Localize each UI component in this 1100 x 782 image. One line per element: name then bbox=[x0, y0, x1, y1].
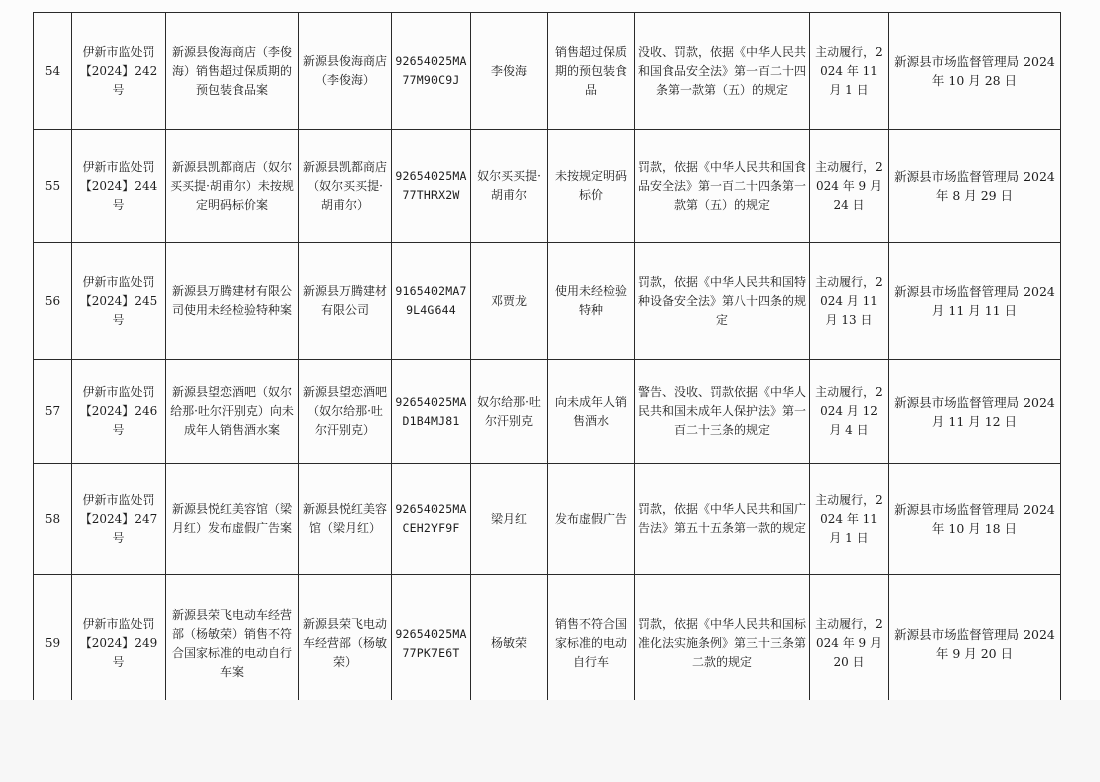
violation-type-cell: 发布虚假广告 bbox=[548, 464, 635, 575]
case-name-cell: 新源县凯都商店（奴尔买买提·胡甫尔）未按规定明码标价案 bbox=[166, 130, 299, 243]
case-name-cell: 新源县俊海商店（李俊海）销售超过保质期的预包装食品案 bbox=[166, 13, 299, 130]
legal-representative-cell: 奴尔买买提·胡甫尔 bbox=[471, 130, 548, 243]
authority-and-date-cell: 新源县市场监督管理局 2024 月 11 月 12 日 bbox=[889, 360, 1061, 464]
legal-representative-cell: 梁月红 bbox=[471, 464, 548, 575]
violation-type-cell: 未按规定明码标价 bbox=[548, 130, 635, 243]
case-number-cell: 伊新市监处罚【2024】242 号 bbox=[72, 13, 166, 130]
authority-and-date-cell: 新源县市场监督管理局 2024 年 10 月 18 日 bbox=[889, 464, 1061, 575]
party-name-cell: 新源县俊海商店（李俊海） bbox=[299, 13, 392, 130]
table-row bbox=[34, 464, 1061, 575]
authority-and-date-cell: 新源县市场监督管理局 2024 年 10 月 28 日 bbox=[889, 13, 1061, 130]
performance-status-cell: 主动履行，2024 年 11 月 1 日 bbox=[810, 464, 889, 575]
penalty-basis-cell: 没收、罚款，依据《中华人民共和国食品安全法》第一百二十四条第一款第（五）的规定 bbox=[635, 13, 810, 130]
credit-code-cell: 92654025MACEH2YF9F bbox=[392, 464, 471, 575]
penalty-basis-cell: 罚款，依据《中华人民共和国广告法》第五十五条第一款的规定 bbox=[635, 464, 810, 575]
party-name-cell: 新源县望恋酒吧（奴尔给那·吐尔汗别克） bbox=[299, 360, 392, 464]
case-name-cell: 新源县悦红美容馆（梁月红）发布虚假广告案 bbox=[166, 464, 299, 575]
performance-status-cell: 主动履行，2024 年 11 月 1 日 bbox=[810, 13, 889, 130]
table-row bbox=[34, 243, 1061, 360]
case-name-cell: 新源县万腾建材有限公司使用未经检验特种案 bbox=[166, 243, 299, 360]
violation-type-cell: 使用未经检验特种 bbox=[548, 243, 635, 360]
legal-representative-cell: 奴尔给那·吐尔汗别克 bbox=[471, 360, 548, 464]
legal-representative-cell: 邓贾龙 bbox=[471, 243, 548, 360]
performance-status-cell: 主动履行，2024 月 11 月 13 日 bbox=[810, 243, 889, 360]
credit-code-cell: 92654025MAD1B4MJ81 bbox=[392, 360, 471, 464]
table-body bbox=[34, 13, 1061, 713]
credit-code-cell: 9165402MA79L4G644 bbox=[392, 243, 471, 360]
performance-status-cell: 主动履行，2024 年 9 月 20 日 bbox=[810, 575, 889, 713]
authority-and-date-cell: 新源县市场监督管理局 2024 年 8 月 29 日 bbox=[889, 130, 1061, 243]
case-number-cell: 伊新市监处罚【2024】245 号 bbox=[72, 243, 166, 360]
penalty-basis-cell: 罚款，依据《中华人民共和国食品安全法》第一百二十四条第一款第（五）的规定 bbox=[635, 130, 810, 243]
table-row bbox=[34, 13, 1061, 130]
performance-status-cell: 主动履行，2024 月 12 月 4 日 bbox=[810, 360, 889, 464]
case-number-cell: 伊新市监处罚【2024】247 号 bbox=[72, 464, 166, 575]
row-number-cell: 58 bbox=[34, 464, 72, 575]
row-number-cell: 57 bbox=[34, 360, 72, 464]
penalty-basis-cell: 罚款，依据《中华人民共和国标准化法实施条例》第三十三条第二款的规定 bbox=[635, 575, 810, 713]
credit-code-cell: 92654025MA77THRX2W bbox=[392, 130, 471, 243]
party-name-cell: 新源县荣飞电动车经营部（杨敏荣） bbox=[299, 575, 392, 713]
violation-type-cell: 销售不符合国家标准的电动自行车 bbox=[548, 575, 635, 713]
party-name-cell: 新源县悦红美容馆（梁月红） bbox=[299, 464, 392, 575]
legal-representative-cell: 李俊海 bbox=[471, 13, 548, 130]
case-name-cell: 新源县望恋酒吧（奴尔给那·吐尔汗别克）向未成年人销售酒水案 bbox=[166, 360, 299, 464]
penalty-records-table bbox=[33, 12, 1061, 713]
authority-and-date-cell: 新源县市场监督管理局 2024 月 11 月 11 日 bbox=[889, 243, 1061, 360]
table-row bbox=[34, 575, 1061, 713]
violation-type-cell: 销售超过保质期的预包装食品 bbox=[548, 13, 635, 130]
performance-status-cell: 主动履行，2024 年 9 月 24 日 bbox=[810, 130, 889, 243]
table-row bbox=[34, 360, 1061, 464]
legal-representative-cell: 杨敏荣 bbox=[471, 575, 548, 713]
row-number-cell: 59 bbox=[34, 575, 72, 713]
case-name-cell: 新源县荣飞电动车经营部（杨敏荣）销售不符合国家标准的电动自行车案 bbox=[166, 575, 299, 713]
credit-code-cell: 92654025MA77PK7E6T bbox=[392, 575, 471, 713]
row-number-cell: 54 bbox=[34, 13, 72, 130]
violation-type-cell: 向未成年人销售酒水 bbox=[548, 360, 635, 464]
case-number-cell: 伊新市监处罚【2024】244 号 bbox=[72, 130, 166, 243]
party-name-cell: 新源县凯都商店（奴尔买买提·胡甫尔） bbox=[299, 130, 392, 243]
page-bottom-margin bbox=[0, 700, 1100, 782]
credit-code-cell: 92654025MA77M90C9J bbox=[392, 13, 471, 130]
case-number-cell: 伊新市监处罚【2024】246 号 bbox=[72, 360, 166, 464]
row-number-cell: 56 bbox=[34, 243, 72, 360]
penalty-basis-cell: 罚款，依据《中华人民共和国特种设备安全法》第八十四条的规定 bbox=[635, 243, 810, 360]
authority-and-date-cell: 新源县市场监督管理局 2024 年 9 月 20 日 bbox=[889, 575, 1061, 713]
row-number-cell: 55 bbox=[34, 130, 72, 243]
penalty-basis-cell: 警告、没收、罚款依据《中华人民共和国未成年人保护法》第一百二十三条的规定 bbox=[635, 360, 810, 464]
table-row bbox=[34, 130, 1061, 243]
party-name-cell: 新源县万腾建材有限公司 bbox=[299, 243, 392, 360]
case-number-cell: 伊新市监处罚【2024】249 号 bbox=[72, 575, 166, 713]
